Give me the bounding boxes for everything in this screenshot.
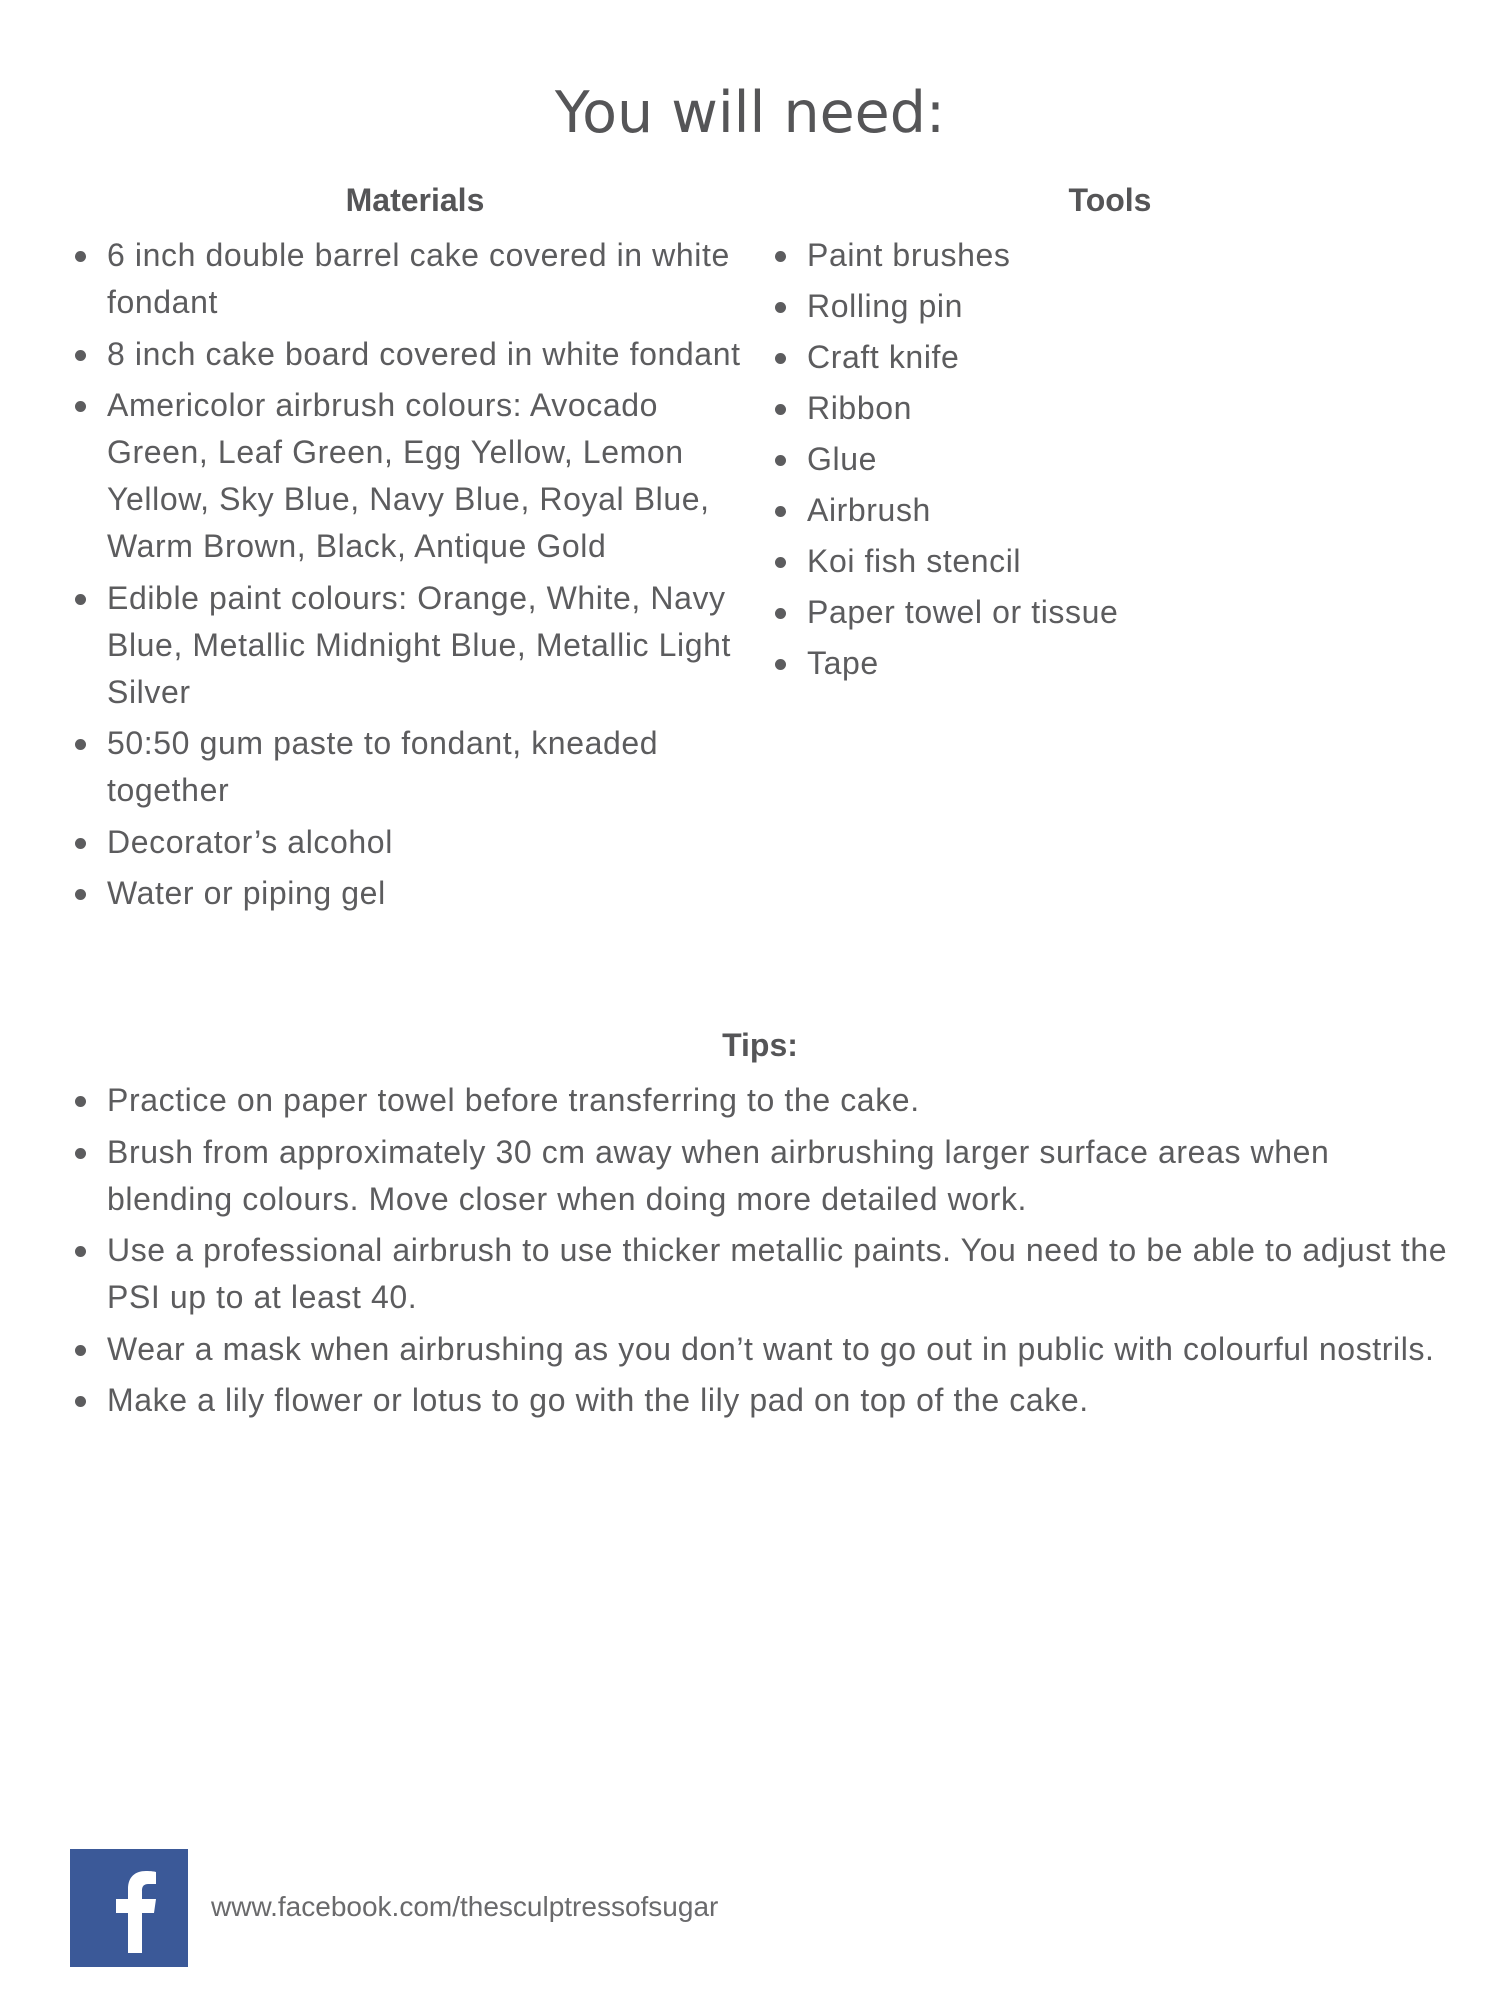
tools-item: Glue <box>770 436 1450 483</box>
tips-list <box>70 1077 1450 1424</box>
tools-item: Tape <box>770 640 1450 687</box>
tips-item: Practice on paper towel before transferring to the cake. <box>70 1077 1450 1124</box>
page-title: You will need: <box>554 80 946 146</box>
tools-item: Craft knife <box>770 334 1450 381</box>
tools-item: Ribbon <box>770 385 1450 432</box>
materials-item: Americolor airbrush colours: Avocado Green, Leaf Green, Egg Yellow, Lemon Yellow, Sky Blue, Navy Blue, Royal Blue, Warm Brown, Black, Antique Gold <box>70 382 760 570</box>
materials-item: Decorator’s alcohol <box>70 819 760 866</box>
materials-item: 50:50 gum paste to fondant, kneaded together <box>70 720 760 814</box>
materials-list <box>70 232 760 917</box>
tools-heading: Tools <box>1068 182 1152 218</box>
tips-item: Wear a mask when airbrushing as you don’t want to go out in public with colourful nostrils. <box>70 1326 1450 1373</box>
tips-item: Use a professional airbrush to use thicker metallic paints. You need to be able to adjust the PSI up to at least 40. <box>70 1227 1450 1321</box>
facebook-icon[interactable] <box>70 1849 188 1967</box>
tips-heading: Tips: <box>722 1027 798 1063</box>
materials-item: Water or piping gel <box>70 870 760 917</box>
tools-list <box>770 232 1450 687</box>
materials-heading: Materials <box>345 182 485 218</box>
footer <box>70 1849 870 1967</box>
tools-item: Paper towel or tissue <box>770 589 1450 636</box>
tips-item: Brush from approximately 30 cm away when airbrushing larger surface areas when blending colours. Move closer when doing more detailed work. <box>70 1129 1450 1223</box>
materials-section <box>70 178 760 922</box>
facebook-url[interactable]: www.facebook.com/thesculptressofsugar <box>211 1891 719 1922</box>
materials-item: 8 inch cake board covered in white fondant <box>70 331 760 378</box>
materials-item: 6 inch double barrel cake covered in white fondant <box>70 232 760 326</box>
tools-item: Koi fish stencil <box>770 538 1450 585</box>
tips-item: Make a lily flower or lotus to go with the lily pad on top of the cake. <box>70 1377 1450 1424</box>
materials-item: Edible paint colours: Orange, White, Navy Blue, Metallic Midnight Blue, Metallic Light Silver <box>70 575 760 716</box>
tools-item: Rolling pin <box>770 283 1450 330</box>
tools-item: Paint brushes <box>770 232 1450 279</box>
tools-section <box>770 178 1450 691</box>
tips-section <box>70 1023 1450 1429</box>
tools-item: Airbrush <box>770 487 1450 534</box>
